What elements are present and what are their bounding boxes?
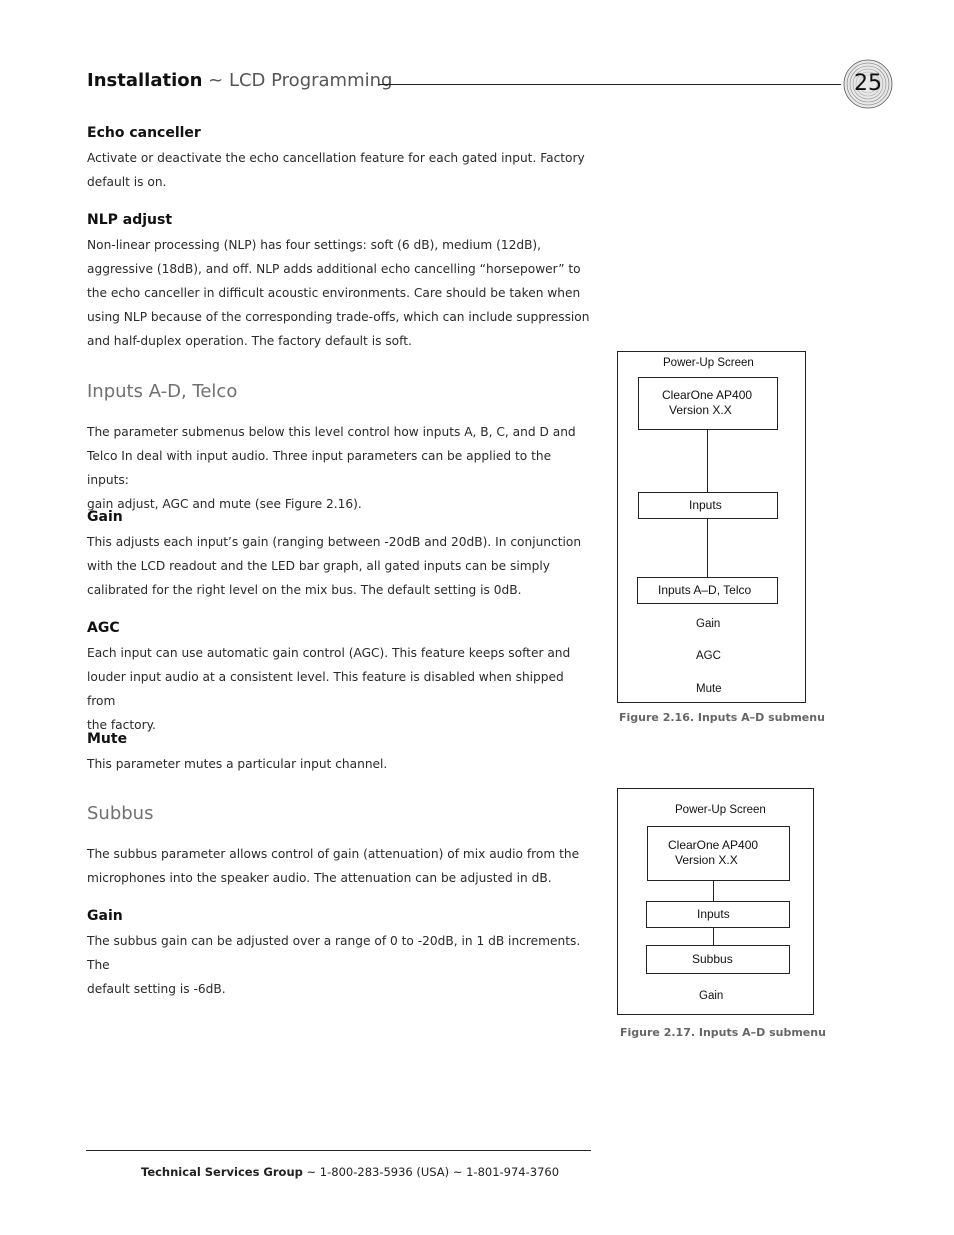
heading-inputs-a-d-telco: Inputs A-D, Telco (87, 381, 238, 402)
header-rule (379, 84, 841, 85)
heading-subbus: Subbus (87, 803, 154, 824)
connector-line (713, 881, 714, 901)
text-line: This adjusts each input’s gain (ranging between -20dB and 20dB). In conjunction (87, 535, 582, 549)
figure-2-inputs-box (646, 901, 790, 928)
text-line: gain adjust, AGC and mute (see Figure 2.16). (87, 497, 362, 511)
text-line: default is on. (87, 175, 167, 189)
text-line: aggressive (18dB), and off. NLP adds additional echo cancelling “horsepower” to (87, 262, 581, 276)
text-line: the factory. (87, 718, 156, 732)
figure-2-17-diagram (617, 788, 814, 1015)
figure-2-item-gain: Gain (699, 990, 724, 1002)
figure-1-caption: Figure 2.16. Inputs A–D submenu (619, 711, 825, 724)
figure-2-title: Power-Up Screen (675, 804, 766, 816)
text-line: Telco In deal with input audio. Three input parameters can be applied to the inputs: (87, 449, 552, 487)
paragraph-gain (87, 530, 592, 602)
figure-1-inputs-a-d-box (637, 577, 778, 604)
text-line: The parameter submenus below this level control how inputs A, B, C, and D and (87, 425, 576, 439)
figure-2-caption: Figure 2.17. Inputs A–D submenu (620, 1026, 826, 1039)
figure-2-subbus-box (646, 945, 790, 974)
figure-2-version-box (647, 826, 790, 881)
text-line: Activate or deactivate the echo cancellation feature for each gated input. Factory (87, 151, 585, 165)
heading-gain: Gain (87, 509, 123, 525)
paragraph-agc (87, 641, 592, 737)
figure-1-item-mute: Mute (696, 683, 722, 695)
paragraph-inputs (87, 420, 592, 516)
footer (141, 1165, 559, 1179)
footer-group: Technical Services Group (141, 1165, 303, 1179)
text-line: The subbus gain can be adjusted over a range of 0 to -20dB, in 1 dB increments. The (87, 934, 581, 972)
heading-agc: AGC (87, 620, 120, 636)
header-subsection: LCD Programming (228, 70, 393, 91)
text-line: Each input can use automatic gain control (AGC). This feature keeps softer and (87, 646, 571, 660)
box-line: ClearOne AP400 (668, 838, 759, 852)
text-line: louder input audio at a consistent level. This feature is disabled when shipped from (87, 670, 564, 708)
footer-rule (86, 1150, 591, 1151)
text-line: Non-linear processing (NLP) has four settings: soft (6 dB), medium (12dB), (87, 238, 542, 252)
box-label: Inputs A–D, Telco (658, 583, 752, 597)
text-line: This parameter mutes a particular input channel. (87, 757, 388, 771)
text-line: default setting is -6dB. (87, 982, 226, 996)
box-line: ClearOne AP400 (662, 388, 753, 402)
page-number: 25 (854, 71, 882, 96)
footer-contact: ~ 1-800-283-5936 (USA) ~ 1-801-974-3760 (302, 1165, 560, 1179)
figure-1-inputs-box (638, 492, 778, 519)
heading-mute: Mute (87, 731, 128, 747)
box-label: Inputs (697, 907, 730, 921)
connector-line (707, 430, 708, 492)
text-line: using NLP because of the corresponding trade-offs, which can include suppression (87, 310, 590, 324)
figure-1-item-gain: Gain (696, 618, 721, 630)
running-header (87, 70, 392, 91)
text-line: with the LCD readout and the LED bar graph, all gated inputs can be simply (87, 559, 550, 573)
box-label: Inputs (689, 498, 722, 512)
figure-1-version-box (638, 377, 778, 430)
header-separator: ~ (202, 70, 229, 91)
heading-subbus-gain: Gain (87, 908, 123, 924)
text-line: the echo canceller in difficult acoustic environments. Care should be taken when (87, 286, 581, 300)
heading-nlp-adjust: NLP adjust (87, 212, 173, 228)
text-line: calibrated for the right level on the mix bus. The default setting is 0dB. (87, 583, 522, 597)
paragraph-subbus-gain (87, 929, 592, 1001)
text-line: microphones into the speaker audio. The attenuation can be adjusted in dB. (87, 871, 552, 885)
paragraph-mute (87, 752, 592, 776)
box-line: Version X.X (675, 853, 738, 867)
paragraph-echo-canceller (87, 146, 592, 194)
figure-1-title: Power-Up Screen (663, 357, 754, 369)
box-label: Subbus (692, 952, 733, 966)
paragraph-subbus (87, 842, 592, 890)
text-line: and half-duplex operation. The factory default is soft. (87, 334, 412, 348)
connector-line (713, 928, 714, 945)
connector-line (707, 519, 708, 577)
paragraph-nlp-adjust (87, 233, 592, 353)
box-line: Version X.X (669, 403, 732, 417)
figure-2-16-diagram (617, 351, 806, 703)
text-line: The subbus parameter allows control of gain (attenuation) of mix audio from the (87, 847, 580, 861)
heading-echo-canceller: Echo canceller (87, 125, 201, 141)
header-section: Installation (87, 70, 203, 91)
figure-1-item-agc: AGC (696, 650, 721, 662)
